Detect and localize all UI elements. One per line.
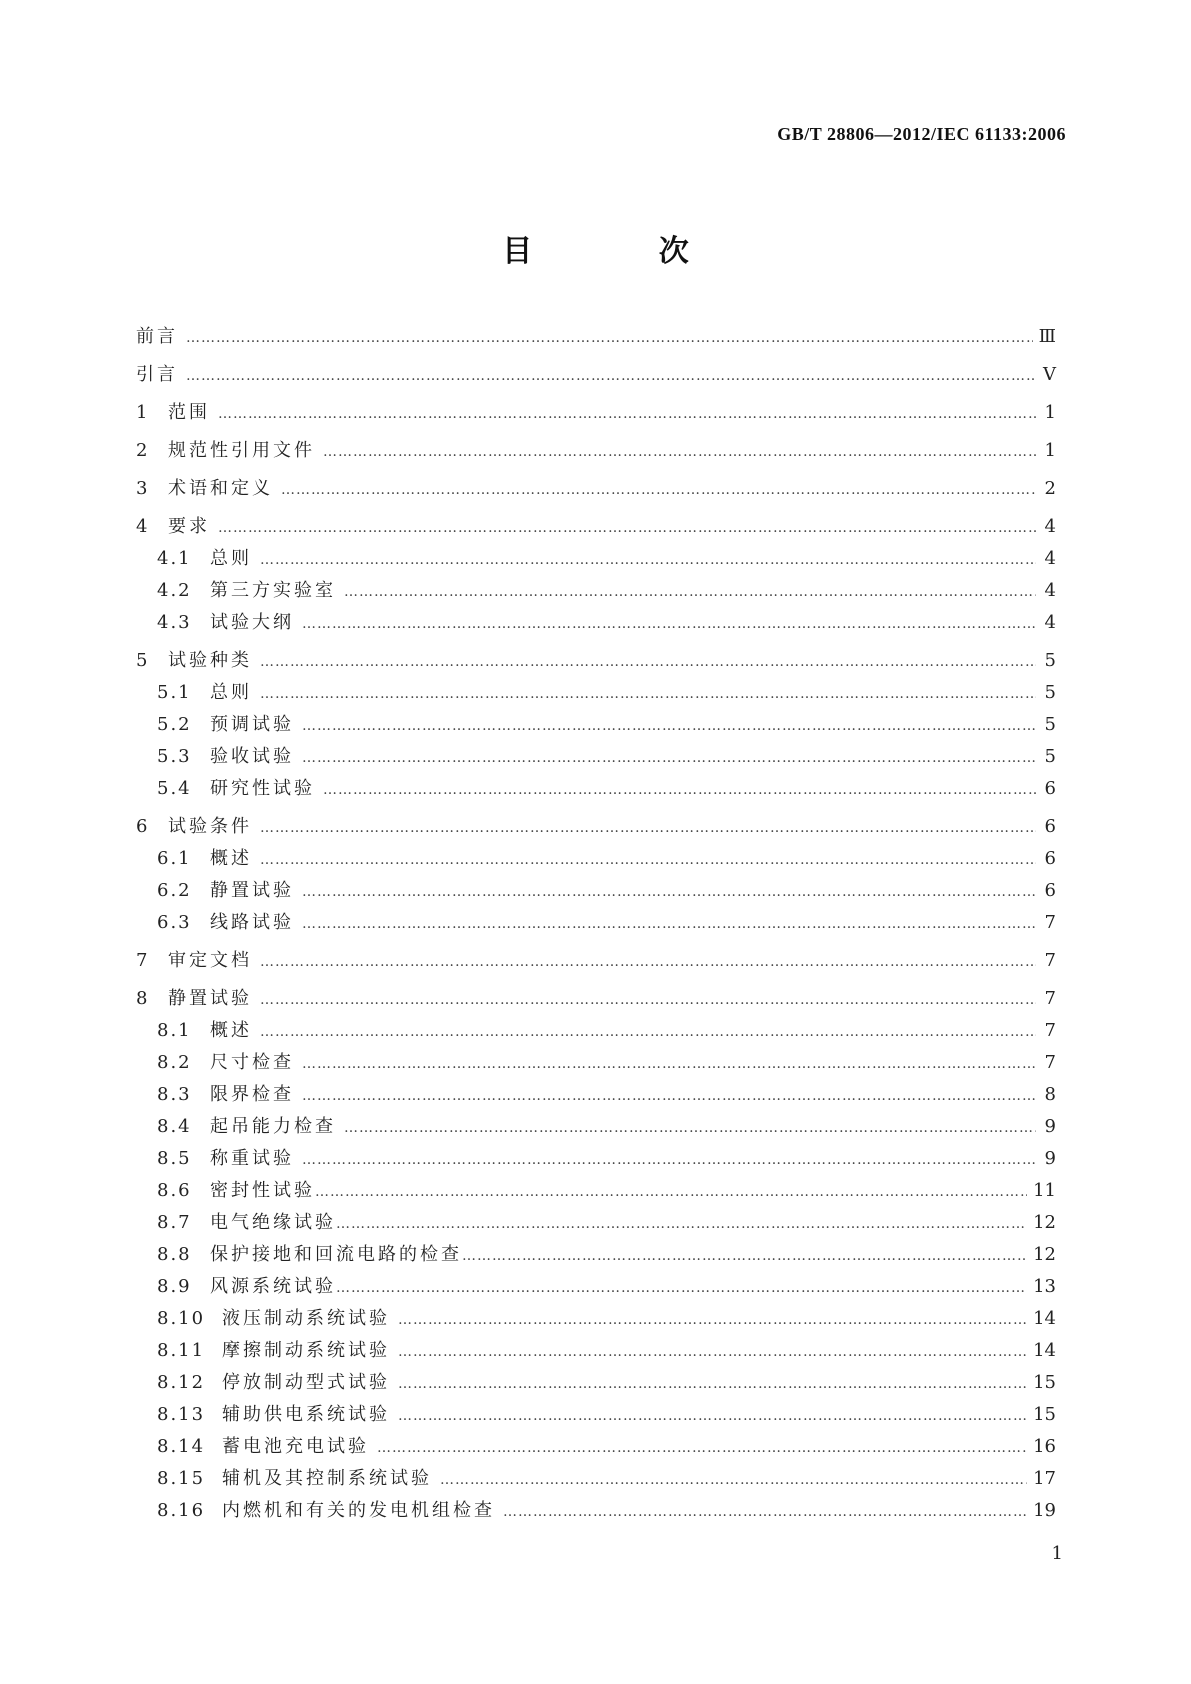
toc-entry-label: 辅机及其控制系统试验: [222, 1468, 432, 1489]
toc-entry-number: 8.1: [157, 1020, 192, 1041]
toc-entry[interactable]: [136, 1436, 1056, 1459]
toc-entry[interactable]: [136, 1148, 1056, 1171]
toc-entry-page: 4: [1044, 612, 1056, 633]
toc-entry-number: 5.3: [157, 746, 192, 767]
toc-entry-number: 4.3: [157, 612, 192, 633]
toc-entry-number: 5.1: [157, 682, 192, 703]
toc-entry-label: 起吊能力检查: [210, 1116, 336, 1137]
toc-entry-label: 总则: [210, 682, 252, 703]
toc-entry-number: 8.6: [157, 1180, 192, 1201]
toc-entry[interactable]: [136, 988, 1056, 1011]
toc-entry-page: 5: [1044, 682, 1056, 703]
toc-entry[interactable]: [136, 950, 1056, 973]
toc-entry-page: 6: [1044, 880, 1056, 901]
toc-leader-dots: [218, 403, 1036, 425]
toc-entry-number: 8.5: [157, 1148, 192, 1169]
toc-leader-dots: [260, 549, 1036, 571]
toc-leader-dots: [186, 365, 1036, 387]
toc-entry-label: 要求: [168, 516, 210, 537]
toc-entry[interactable]: [136, 1468, 1056, 1491]
toc-leader-dots: [398, 1405, 1027, 1427]
toc-entry[interactable]: [136, 1500, 1056, 1523]
toc-entry-number: 4.2: [157, 580, 192, 601]
toc-entry[interactable]: [136, 1308, 1056, 1331]
toc-entry-page: 6: [1044, 816, 1056, 837]
toc-entry-number: 8.2: [157, 1052, 192, 1073]
toc-entry-label: 总则: [210, 548, 252, 569]
toc-leader-dots: [336, 1277, 1027, 1299]
toc-entry-label: 术语和定义: [168, 478, 273, 499]
toc-entry-page: 12: [1033, 1212, 1056, 1233]
toc-entry-label: 保护接地和回流电路的检查: [210, 1244, 462, 1265]
toc-leader-dots: [440, 1469, 1027, 1491]
toc-entry[interactable]: [136, 778, 1056, 801]
toc-leader-dots: [302, 1053, 1036, 1075]
toc-entry[interactable]: [136, 364, 1056, 387]
toc-entry-label: 规范性引用文件: [168, 440, 315, 461]
toc-leader-dots: [344, 1117, 1036, 1139]
toc-entry-label: 线路试验: [210, 912, 294, 933]
toc-leader-dots: [260, 651, 1036, 673]
toc-entry-number: 8.16: [157, 1500, 206, 1521]
toc-leader-dots: [302, 881, 1036, 903]
toc-entry-page: 1: [1044, 402, 1056, 423]
toc-entry-number: 2: [136, 440, 150, 461]
toc-entry-page: 5: [1044, 650, 1056, 671]
toc-entry-page: 9: [1044, 1148, 1056, 1169]
toc-entry-label: 蓄电池充电试验: [222, 1436, 369, 1457]
toc-entry-label: 密封性试验: [210, 1180, 315, 1201]
toc-entry-page: Ⅲ: [1038, 326, 1056, 347]
toc-entry-page: 14: [1033, 1340, 1056, 1361]
toc-entry-label: 电气绝缘试验: [210, 1212, 336, 1233]
toc-entry-number: 1: [136, 402, 150, 423]
toc-entry[interactable]: [136, 1052, 1056, 1075]
toc-entry[interactable]: [136, 1244, 1056, 1267]
toc-leader-dots: [336, 1213, 1027, 1235]
toc-entry-number: 8.14: [157, 1436, 206, 1457]
toc-entry-page: 4: [1044, 516, 1056, 537]
toc-entry-page: 8: [1044, 1084, 1056, 1105]
toc-entry-label: 范围: [168, 402, 210, 423]
toc-entry-number: 6.3: [157, 912, 192, 933]
toc-leader-dots: [398, 1309, 1027, 1331]
toc-entry-page: 14: [1033, 1308, 1056, 1329]
toc-entry-page: 2: [1044, 478, 1056, 499]
toc-leader-dots: [315, 1181, 1027, 1203]
toc-entry-label: 液压制动系统试验: [222, 1308, 390, 1329]
toc-leader-dots: [323, 441, 1036, 463]
toc-entry-number: 8.3: [157, 1084, 192, 1105]
toc-entry-page: 7: [1044, 912, 1056, 933]
toc-entry-page: 13: [1033, 1276, 1056, 1297]
toc-entry-page: 12: [1033, 1244, 1056, 1265]
toc-entry[interactable]: [136, 816, 1056, 839]
toc-entry-label: 概述: [210, 848, 252, 869]
toc-entry-number: 4: [136, 516, 150, 537]
toc-leader-dots: [260, 683, 1036, 705]
toc-entry[interactable]: [136, 746, 1056, 769]
toc-entry-label: 试验条件: [168, 816, 252, 837]
toc-entry-label: 研究性试验: [210, 778, 315, 799]
toc-entry[interactable]: [136, 1276, 1056, 1299]
toc-entry-label: 第三方实验室: [210, 580, 336, 601]
toc-entry-number: 8.10: [157, 1308, 206, 1329]
toc-entry-label: 前言: [136, 326, 178, 347]
standard-code: GB/T 28806—2012/IEC 61133:2006: [777, 124, 1066, 144]
toc-entry-page: Ⅴ: [1043, 364, 1056, 385]
toc-entry[interactable]: [136, 1340, 1056, 1363]
toc-leader-dots: [462, 1245, 1027, 1267]
toc-leader-dots: [302, 1085, 1036, 1107]
toc-entry-page: 4: [1044, 580, 1056, 601]
toc-leader-dots: [398, 1341, 1027, 1363]
toc-entry-label: 预调试验: [210, 714, 294, 735]
toc-entry[interactable]: [136, 848, 1056, 871]
toc-entry-page: 1: [1044, 440, 1056, 461]
toc-entry[interactable]: [136, 580, 1056, 603]
toc-entry-page: 16: [1033, 1436, 1056, 1457]
toc-entry[interactable]: [136, 880, 1056, 903]
toc-leader-dots: [260, 849, 1036, 871]
table-of-contents: [136, 326, 1056, 1523]
toc-entry-page: 15: [1033, 1372, 1056, 1393]
toc-leader-dots: [281, 479, 1036, 501]
toc-entry-page: 7: [1044, 1020, 1056, 1041]
toc-entry-number: 8.13: [157, 1404, 206, 1425]
toc-entry-number: 8.9: [157, 1276, 192, 1297]
toc-entry-page: 4: [1044, 548, 1056, 569]
toc-entry-number: 8.7: [157, 1212, 192, 1233]
toc-entry-page: 11: [1033, 1180, 1056, 1201]
toc-entry-number: 5.4: [157, 778, 192, 799]
toc-entry-label: 引言: [136, 364, 178, 385]
toc-leader-dots: [302, 913, 1036, 935]
toc-entry-number: 8.12: [157, 1372, 206, 1393]
toc-leader-dots: [260, 1021, 1036, 1043]
toc-entry[interactable]: [136, 682, 1056, 705]
toc-entry[interactable]: [136, 1116, 1056, 1139]
toc-entry-label: 风源系统试验: [210, 1276, 336, 1297]
toc-entry-number: 8: [136, 988, 150, 1009]
toc-entry-page: 7: [1044, 988, 1056, 1009]
toc-entry[interactable]: [136, 440, 1056, 463]
toc-entry-page: 7: [1044, 950, 1056, 971]
toc-entry-number: 8.11: [157, 1340, 206, 1361]
toc-leader-dots: [260, 989, 1036, 1011]
toc-entry[interactable]: [136, 1084, 1056, 1107]
toc-entry-label: 辅助供电系统试验: [222, 1404, 390, 1425]
toc-entry-number: 5.2: [157, 714, 192, 735]
toc-entry-label: 试验种类: [168, 650, 252, 671]
toc-entry-number: 8.4: [157, 1116, 192, 1137]
toc-leader-dots: [344, 581, 1036, 603]
toc-entry-number: 6.1: [157, 848, 192, 869]
toc-entry-page: 17: [1033, 1468, 1056, 1489]
toc-entry-number: 6: [136, 816, 150, 837]
toc-leader-dots: [218, 517, 1036, 539]
toc-entry-number: 4.1: [157, 548, 192, 569]
toc-entry-label: 审定文档: [168, 950, 252, 971]
toc-entry-page: 9: [1044, 1116, 1056, 1137]
toc-leader-dots: [186, 327, 1033, 349]
toc-entry[interactable]: [136, 612, 1056, 635]
toc-leader-dots: [260, 951, 1036, 973]
footer-page-number: 1: [1051, 1543, 1063, 1564]
toc-entry[interactable]: [136, 402, 1056, 425]
toc-entry-page: 15: [1033, 1404, 1056, 1425]
toc-leader-dots: [302, 747, 1036, 769]
toc-entry-page: 5: [1044, 714, 1056, 735]
toc-leader-dots: [302, 715, 1036, 737]
toc-entry-label: 限界检查: [210, 1084, 294, 1105]
toc-entry-page: 6: [1044, 848, 1056, 869]
toc-leader-dots: [260, 817, 1036, 839]
page-title: 目 次: [502, 234, 747, 269]
toc-entry[interactable]: [136, 1404, 1056, 1427]
toc-entry-page: 19: [1033, 1500, 1056, 1521]
toc-entry-number: 5: [136, 650, 150, 671]
toc-entry-label: 摩擦制动系统试验: [222, 1340, 390, 1361]
toc-entry-number: 6.2: [157, 880, 192, 901]
toc-entry[interactable]: [136, 548, 1056, 571]
toc-entry-page: 7: [1044, 1052, 1056, 1073]
toc-entry-label: 内燃机和有关的发电机组检查: [222, 1500, 495, 1521]
toc-entry-label: 静置试验: [168, 988, 252, 1009]
toc-entry-label: 停放制动型式试验: [222, 1372, 390, 1393]
toc-entry[interactable]: [136, 714, 1056, 737]
toc-entry[interactable]: [136, 1180, 1056, 1203]
toc-entry[interactable]: [136, 516, 1056, 539]
toc-entry-page: 6: [1044, 778, 1056, 799]
toc-entry-number: 8.15: [157, 1468, 206, 1489]
toc-entry[interactable]: [136, 650, 1056, 673]
toc-entry-label: 静置试验: [210, 880, 294, 901]
toc-entry[interactable]: [136, 478, 1056, 501]
toc-leader-dots: [302, 613, 1036, 635]
toc-leader-dots: [323, 779, 1036, 801]
toc-entry[interactable]: [136, 1212, 1056, 1235]
toc-entry[interactable]: [136, 1372, 1056, 1395]
toc-entry-label: 试验大纲: [210, 612, 294, 633]
toc-leader-dots: [398, 1373, 1027, 1395]
toc-entry[interactable]: [136, 1020, 1056, 1043]
toc-leader-dots: [377, 1437, 1027, 1459]
toc-entry[interactable]: [136, 912, 1056, 935]
toc-entry-label: 概述: [210, 1020, 252, 1041]
toc-entry-label: 尺寸检查: [210, 1052, 294, 1073]
toc-entry-number: 3: [136, 478, 150, 499]
toc-entry[interactable]: [136, 326, 1056, 349]
toc-entry-number: 7: [136, 950, 150, 971]
toc-leader-dots: [503, 1501, 1027, 1523]
toc-entry-page: 5: [1044, 746, 1056, 767]
toc-entry-label: 验收试验: [210, 746, 294, 767]
toc-entry-number: 8.8: [157, 1244, 192, 1265]
toc-entry-label: 称重试验: [210, 1148, 294, 1169]
toc-leader-dots: [302, 1149, 1036, 1171]
